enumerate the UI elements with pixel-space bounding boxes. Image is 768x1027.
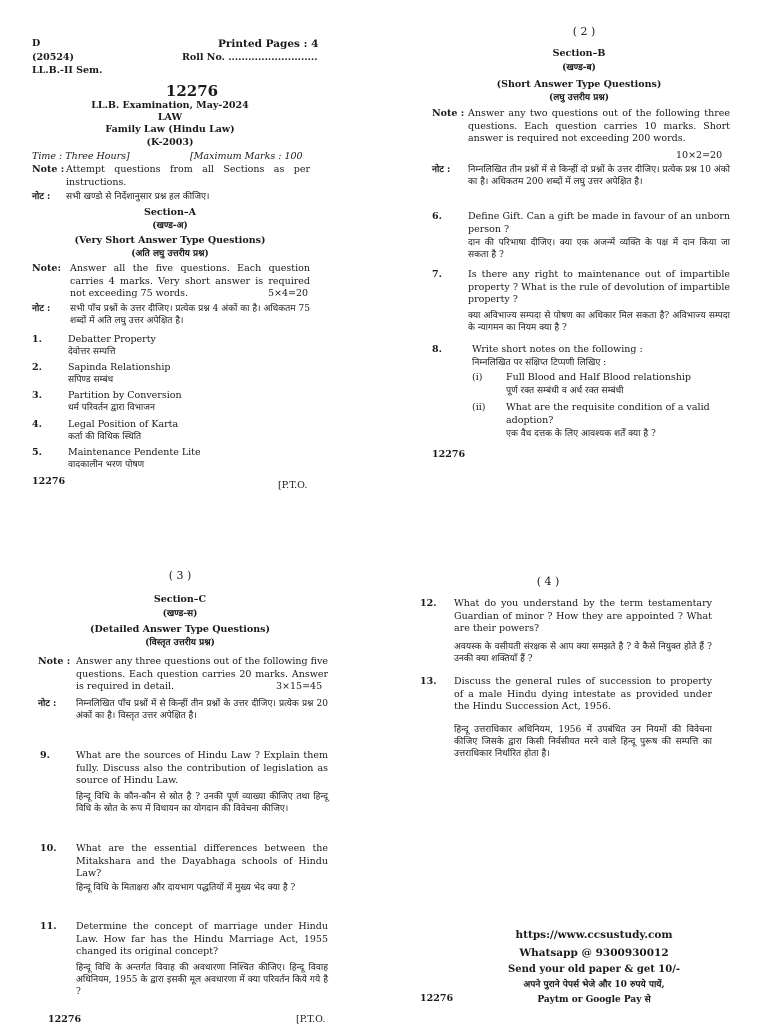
instruction-hi-label: नोट :	[432, 165, 451, 175]
question-8-text-hi: निम्नलिखित पर संक्षिप्त टिप्पणी लिखिए :	[472, 358, 607, 368]
instruction-marks: 3×15=45	[276, 681, 323, 692]
page-3	[0, 512, 384, 1024]
page-number: ( 2 )	[572, 25, 596, 38]
max-marks: [Maximum Marks : 100	[190, 151, 303, 162]
page-number: ( 4 )	[536, 575, 560, 588]
question-3	[32, 390, 322, 418]
section-c-title-hi: (खण्ड-स)	[162, 609, 198, 619]
page-1	[0, 0, 384, 512]
promo-hindi: अपने पुराने पेपर्स भेजे और 10 रुपये पायें,	[523, 980, 665, 990]
promo-url[interactable]: https://www.ccsustudy.com	[515, 929, 673, 941]
subject: LAW	[157, 112, 183, 123]
question-11-number: 11.	[40, 921, 57, 932]
promo-payment: Paytm or Google Pay से	[537, 995, 651, 1005]
paper-title: Family Law (Hindu Law)	[105, 124, 235, 135]
note-text: Attempt questions from all Sections as per instructions.	[66, 164, 310, 188]
question-10-number: 10.	[40, 843, 57, 854]
instruction-text: Answer any three questions out of the following five questions. Each question carries 20 marks. Answer is required in detail.	[76, 656, 328, 692]
paper-series-code: D	[32, 38, 41, 49]
question-13-text-hi: हिन्दू उत्तराधिकार अधिनियम, 1956 में उपबंधित उन नियमों की विवेचना कीजिए जिसके द्वारा किसी निर्वसीयत मरने वाले हिन्दू पुरूष की सम्पत्ति का उत्तराधिकार निर्धारित होता है।	[454, 725, 712, 759]
question-text: Sapinda Relationship	[68, 362, 171, 373]
footer-pto: [P.T.O.	[296, 1014, 326, 1025]
question-9-text: What are the sources of Hindu Law ? Explain them fully. Discuss also the contribution of legislation as source of Hindu Law.	[76, 750, 328, 786]
section-a-type-hi: (अति लघु उत्तरीय प्रश्न)	[131, 249, 209, 259]
question-1	[32, 334, 322, 362]
section-c-type-hi: (विस्तृत उत्तरीय प्रश्न)	[145, 638, 215, 648]
question-8-ii-text-hi: एक वैध दत्तक के लिए आवश्यक शर्तें क्या है ?	[506, 429, 656, 439]
instruction-marks: 5×4=20	[268, 288, 309, 299]
question-text-hi: कर्ता की विधिक स्थिति	[68, 432, 142, 442]
promo-whatsapp: Whatsapp @ 9300930012	[519, 947, 669, 959]
question-number: 3.	[32, 390, 42, 401]
section-a-questions	[32, 334, 322, 474]
section-a-title: Section–A	[143, 207, 197, 218]
question-8-ii-text: What are the requisite condition of a valid adoption?	[506, 402, 710, 426]
question-8-number: 8.	[432, 344, 442, 355]
promo-send-paper: Send your old paper & get 10/-	[507, 964, 681, 975]
question-10-text: What are the essential differences between the Mitakshara and the Dayabhaga schools of Hindu Law?	[76, 843, 328, 879]
question-9-text-hi: हिन्दू विधि के कौन-कौन से स्रोत है ? उनकी पूर्ण व्याख्या कीजिए तथा हिन्दू विधि के स्रोत के रूप में विधायन का योगदान की विवेचना कीजिए।	[76, 792, 328, 814]
paper-number: 12276	[165, 82, 219, 100]
instruction-text: Answer any two questions out of the following three questions. Each question carries 10 marks. Short answer is required not exceeding 200 words.	[468, 108, 730, 144]
question-5	[32, 447, 322, 475]
instruction-text: Answer all the five questions. Each question carries 4 marks. Very short answer is required not exceeding 75 words.	[70, 263, 310, 299]
printed-pages: Printed Pages : 4	[218, 38, 319, 50]
footer-paper-code: 12276	[32, 476, 66, 487]
instruction-hi-text: सभी पाँच प्रश्नों के उत्तर दीजिए। प्रत्येक प्रश्न 4 अंकों का है। अधिकतम 75 शब्दों में अति लघु उत्तर अपेक्षित है।	[70, 304, 310, 326]
section-b-title-hi: (खण्ड-ब)	[562, 63, 596, 73]
section-c-type: (Detailed Answer Type Questions)	[90, 624, 270, 635]
section-a-title-hi: (खण्ड-अ)	[152, 221, 188, 231]
question-9-number: 9.	[40, 750, 50, 761]
question-8-i-text-hi: पूर्ण रक्त सम्बंधी व अर्ध रक्त सम्बंधी	[506, 386, 624, 396]
question-number: 4.	[32, 419, 42, 430]
footer-paper-code: 12276	[48, 1014, 82, 1025]
question-8-i-number: (i)	[472, 372, 483, 383]
question-7-number: 7.	[432, 269, 442, 280]
section-c-title: Section–C	[153, 594, 207, 605]
question-2	[32, 362, 322, 390]
question-number: 2.	[32, 362, 42, 373]
page-number: ( 3 )	[168, 569, 192, 582]
question-6-number: 6.	[432, 211, 442, 222]
page-2	[384, 0, 768, 512]
question-6-text-hi: दान की परिभाषा दीजिए। क्या एक अजन्में व्यक्ति के पक्ष में दान किया जा सकता है ?	[468, 238, 730, 260]
note-label: Note :	[32, 164, 65, 175]
instruction-hi-text: निम्नलिखित पाँच प्रश्नों में से किन्हीं तीन प्रश्नों के उत्तर दीजिए। प्रत्येक प्रश्न 20 अंकों का है। विस्तृत उत्तर अपेक्षित है।	[76, 699, 328, 721]
question-number: 1.	[32, 334, 42, 345]
page-4	[384, 512, 768, 1024]
section-b-type-hi: (लघु उत्तरीय प्रश्न)	[548, 93, 610, 103]
instruction-hi-label: नोट :	[32, 304, 51, 314]
question-text-hi: सपिण्ड सम्बंध	[68, 375, 114, 385]
instruction-marks: 10×2=20	[676, 150, 723, 161]
instruction-hi-label: नोट :	[38, 699, 57, 709]
question-13-text: Discuss the general rules of succession to property of a male Hindu dying intestate as provided under the Hindu Succession Act, 1956.	[454, 676, 712, 712]
instruction-label: Note :	[38, 656, 71, 667]
question-13-number: 13.	[420, 676, 437, 687]
question-number: 5.	[32, 447, 42, 458]
exam-name: LL.B. Examination, May-2024	[91, 100, 249, 111]
question-6-text: Define Gift. Can a gift be made in favour of an unborn person ?	[468, 211, 730, 235]
question-text-hi: धर्म परिवर्तन द्वारा विभाजन	[68, 403, 155, 413]
footer-pto: [P.T.O.	[278, 480, 308, 491]
footer-paper-code: 12276	[420, 993, 454, 1004]
question-text: Debatter Property	[68, 334, 156, 345]
question-12-text: What do you understand by the term testamentary Guardian of minor ? How they are appointed ? What are their powers?	[454, 598, 712, 634]
question-text: Partition by Conversion	[68, 390, 182, 401]
question-10-text-hi: हिन्दू विधि के मिताक्षरा और दायभाग पद्धतियों में मुख्य भेद क्या है ?	[76, 883, 296, 893]
course-name: LL.B.-II Sem.	[32, 65, 103, 76]
time-allowed: Time : Three Hours]	[32, 151, 130, 162]
question-12-number: 12.	[420, 598, 437, 609]
question-12-text-hi: अवयस्क के वसीयती संरक्षक से आप क्या समझते है ? वे कैसे नियुक्त होते हैं ? उनकी क्या शक्तियाँ हैं ?	[454, 642, 712, 664]
question-text-hi: देवोत्तर सम्पत्ति	[68, 347, 116, 357]
question-11-text: Determine the concept of marriage under Hindu Law. How far has the Hindu Marriage Act, 1955 changed its original concept?	[76, 921, 328, 957]
instruction-label: Note:	[32, 263, 61, 274]
footer-paper-code: 12276	[432, 449, 466, 460]
question-8-i-text: Full Blood and Half Blood relationship	[506, 372, 692, 383]
paper-title-code: (K-2003)	[146, 137, 194, 148]
question-text-hi: वादकालीन भरण पोषण	[68, 460, 145, 470]
section-a-type: (Very Short Answer Type Questions)	[74, 235, 266, 246]
roll-no: Roll No. ...........................	[182, 52, 318, 63]
question-11-text-hi: हिन्दू विधि के अन्तर्गत विवाह की अवधारणा निश्चित कीजिए। हिन्दू विवाह अधिनियम, 1955 के द्वारा इसकी मूल अवधारणा में क्या परिवर्तन किये गये है ?	[76, 963, 328, 997]
question-text: Maintenance Pendente Lite	[68, 447, 201, 458]
section-b-title: Section–B	[552, 48, 606, 59]
question-8-text: Write short notes on the following :	[472, 344, 643, 355]
instruction-hi-text: निम्नलिखित तीन प्रश्नों में से किन्हीं दो प्रश्नों के उत्तर दीजिए। प्रत्येक प्रश्न 10 अंको का है। अधिकतम 200 शब्दों में लघु उत्तर अपेक्षित है।	[468, 165, 730, 187]
question-7-text: Is there any right to maintenance out of impartible property ? What is the rule of devolution of impartible property ?	[468, 269, 730, 305]
note-hi-label: नोट :	[32, 192, 51, 202]
paper-code: (20524)	[32, 52, 75, 63]
section-b-type: (Short Answer Type Questions)	[496, 79, 662, 90]
instruction-label: Note :	[432, 108, 465, 119]
note-hi-text: सभी खण्डो से निर्देशानुसार प्रश्न हल कीजिए।	[66, 192, 210, 202]
question-8-ii-number: (ii)	[472, 402, 486, 413]
question-4	[32, 419, 322, 447]
question-text: Legal Position of Karta	[68, 419, 179, 430]
question-7-text-hi: क्या अविभाज्य सम्पदा से पोषण का अधिकार मिल सकता है? अविभाज्य सम्पदा के न्यागमन का नियम क्या है ?	[468, 311, 730, 333]
